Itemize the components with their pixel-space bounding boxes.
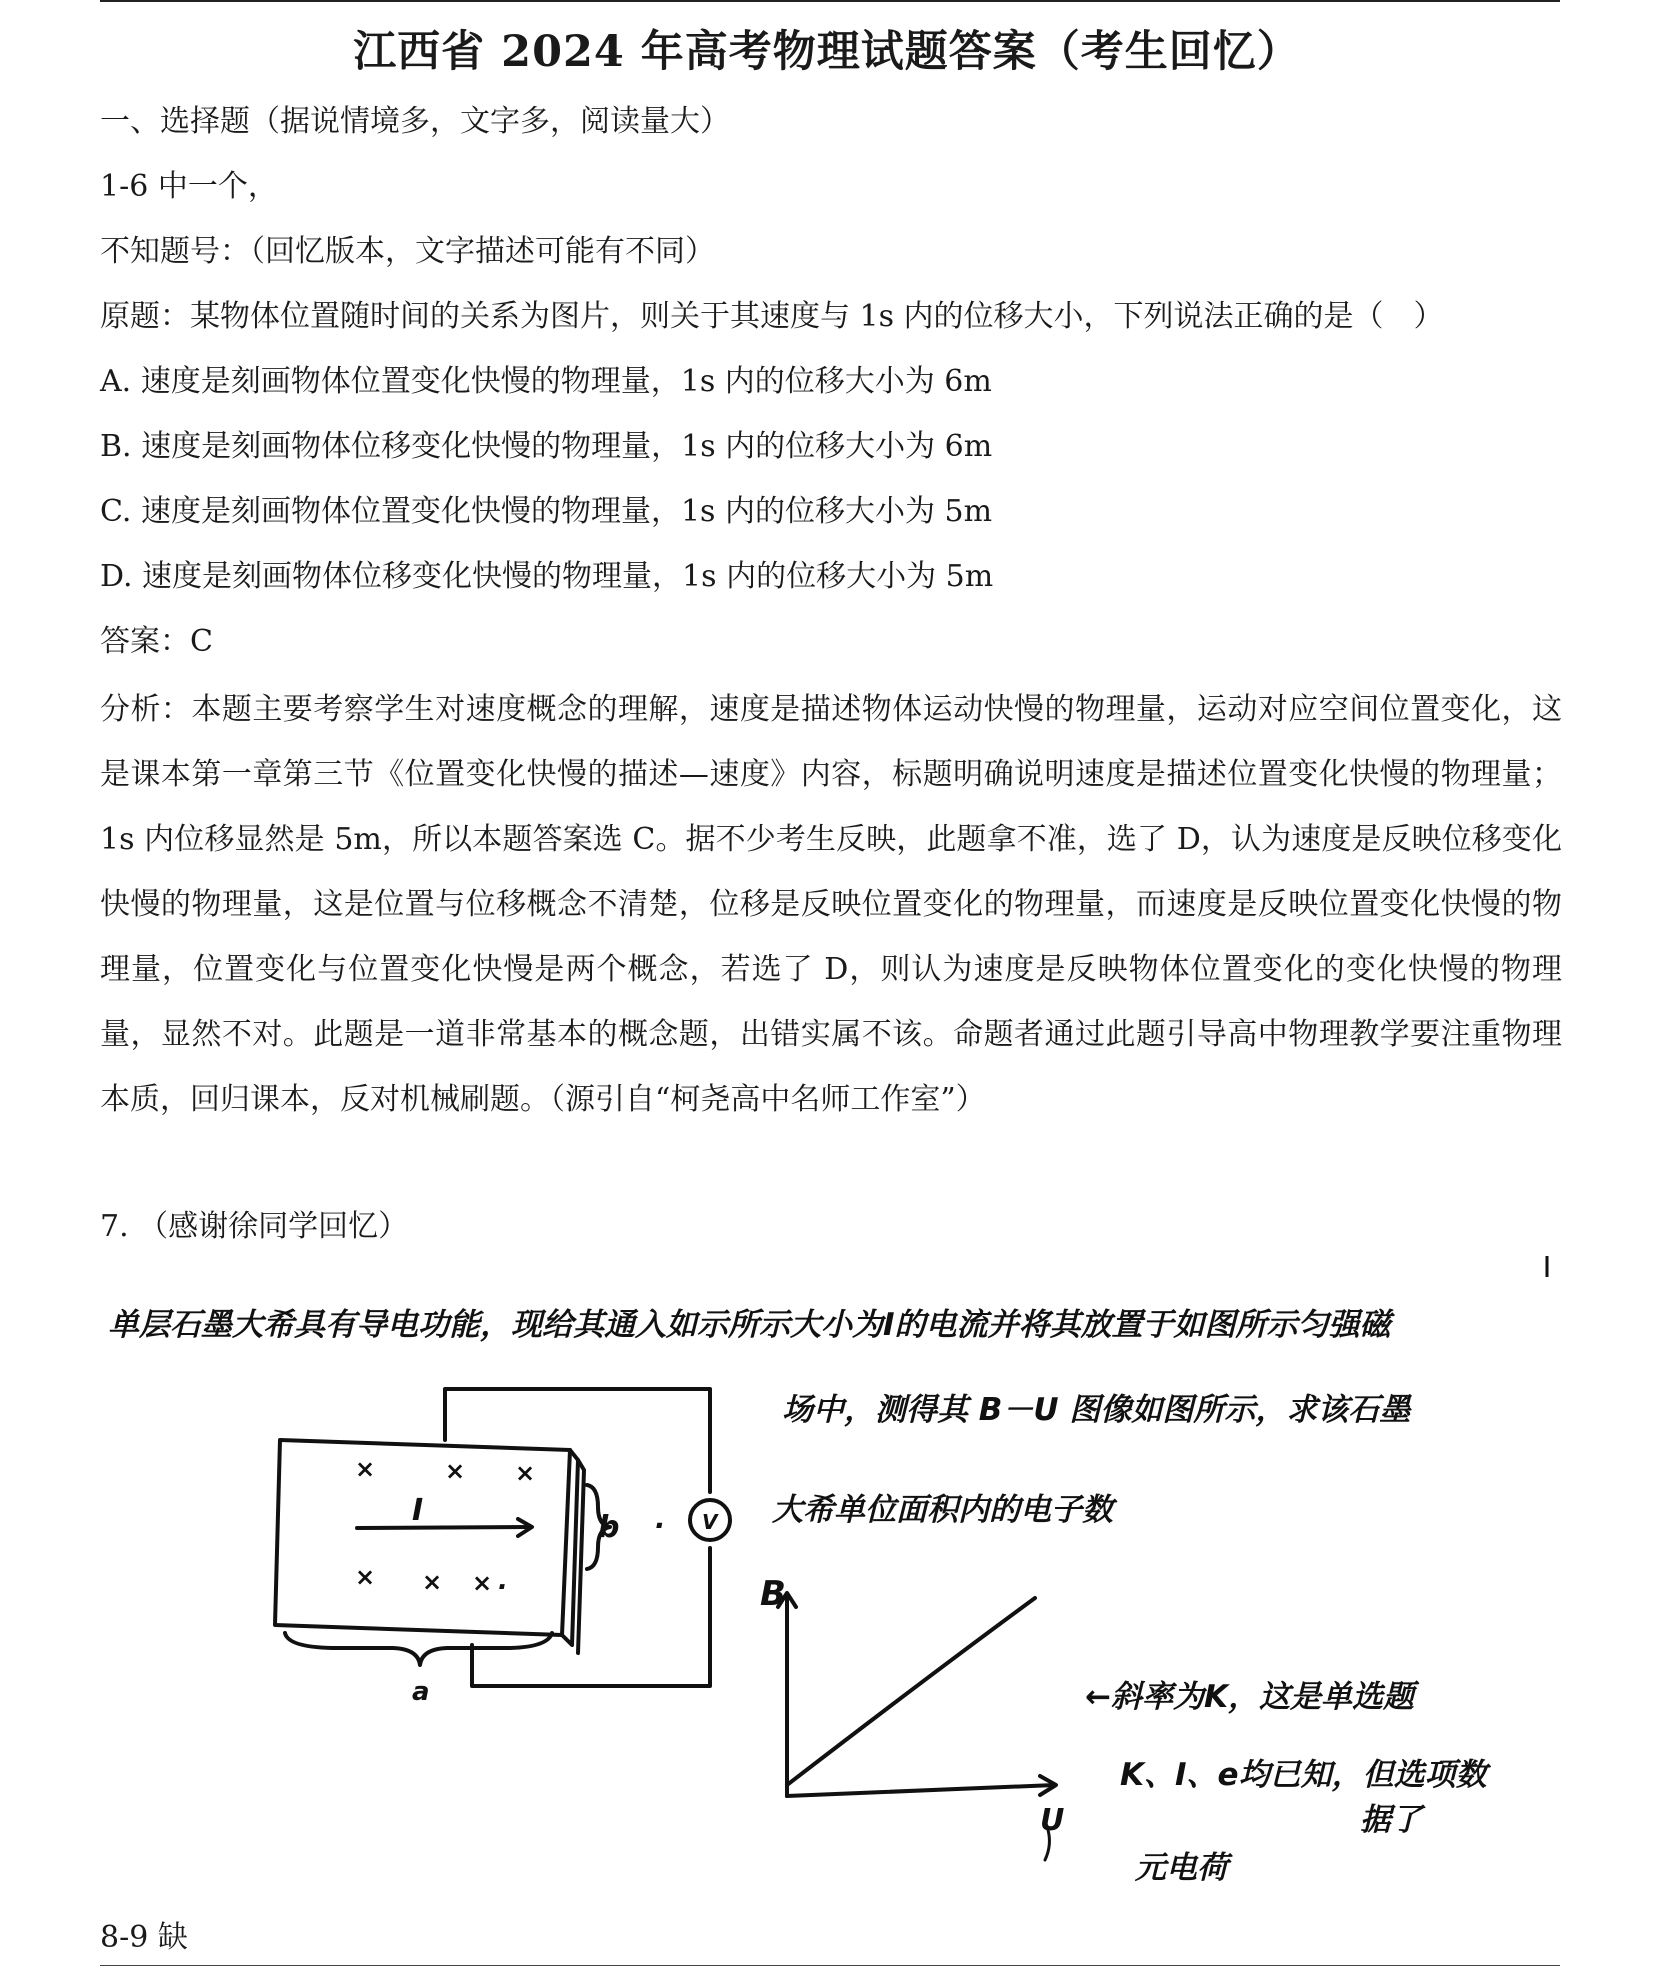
b-u-line [787, 1598, 1035, 1785]
handwritten-line-3: 大希单位面积内的电子数 [772, 1492, 1113, 1528]
handwritten-line-2: 场中，测得其 B－U 图像如图所示，求该石墨 [782, 1392, 1411, 1428]
field-mark-x: × [515, 1459, 536, 1487]
option-b: B. 速度是刻画物体位移变化快慢的物理量，1s 内的位移大小为 6m [100, 429, 993, 464]
option-c: C. 速度是刻画物体位置变化快慢的物理量，1s 内的位移大小为 5m [100, 494, 993, 529]
field-mark-x: × [472, 1569, 493, 1597]
field-mark-x: × [445, 1457, 466, 1485]
field-mark-x: × [422, 1568, 443, 1596]
top-rule [100, 0, 1560, 2]
dot-mark: . [498, 1566, 508, 1596]
dot-mark: . [655, 1502, 666, 1535]
graphene-circuit-diagram [275, 1389, 730, 1686]
handwritten-line-1: 单层石墨大希具有导电功能，现给其通入如示所示大小为I的电流并将其放置于如图所示匀强磁 [108, 1307, 1391, 1343]
dimension-label-b: b [598, 1510, 620, 1545]
section-header: 一、选择题（据说情境多，文字多，阅读量大） [100, 104, 730, 139]
question-7-header: 7. （感谢徐同学回忆） [100, 1209, 409, 1244]
question-number-note: 不知题号：（回忆版本，文字描述可能有不同） [100, 234, 715, 269]
footer-note: 8-9 缺 [100, 1920, 188, 1955]
document-title: 江西省 2024 年高考物理试题答案（考生回忆） [353, 27, 1301, 77]
option-a: A. 速度是刻画物体位置变化快慢的物理量，1s 内的位移大小为 6m [100, 364, 992, 399]
question-stem: 原题：某物体位置随时间的关系为图片，则关于其速度与 1s 内的位移大小，下列说法正确的是（ ） [100, 299, 1444, 334]
field-mark-x: × [355, 1563, 376, 1591]
bottom-rule [100, 1965, 1560, 1966]
answer-line: 答案：C [100, 624, 213, 659]
handwritten-note-data: 据了 [1360, 1802, 1422, 1838]
handwritten-note-slope: ←斜率为K，这是单选题 [1085, 1679, 1414, 1715]
axis-label-b: B [760, 1574, 786, 1614]
analysis-paragraph: 分析：本题主要考察学生对速度概念的理解，速度是描述物体运动快慢的物理量，运动对应空间位置变化，这是课本第一章第三节《位置变化快慢的描述—速度》内容，标题明确说明速度是描述位置变化快慢的物理量；1s 内位移显然是 5m，所以本题答案选 C。据不少考生反映，此题拿不准，选了 D，认为速度是反映位移变化快慢的物理量，这是位置与位移概念不清楚，位移是反映位置变化的物理量，而速度是反映位置变化快慢的物理量，位置变化与位置变化快慢是两个概念，若选了 D，则认为速度是反映物体位置变化的变化快慢的物理量，显然不对。此题是一道非常基本的概念题，出错实属不该。命题者通过此题引导高中物理教学要注重物理本质，回归课本，反对机械刷题。（源引自“柯尧高中名师工作室”） [100, 692, 1562, 1117]
handwritten-note-charge: 元电荷 [1135, 1850, 1228, 1886]
handwritten-note-known: K、I、e均已知，但选项数 [1120, 1757, 1487, 1793]
handwritten-figure [100, 1255, 1580, 1895]
u-axis [787, 1785, 1055, 1796]
axis-label-u: U [1040, 1803, 1065, 1838]
option-d: D. 速度是刻画物体位移变化快慢的物理量，1s 内的位移大小为 5m [100, 559, 994, 594]
voltmeter-label-v: V [702, 1510, 718, 1534]
b-u-graph [778, 1593, 1056, 1860]
range-note: 1-6 中一个， [100, 169, 278, 204]
dimension-label-a: a [412, 1677, 430, 1707]
field-mark-x: × [355, 1455, 376, 1483]
current-label-i: I [412, 1493, 424, 1528]
